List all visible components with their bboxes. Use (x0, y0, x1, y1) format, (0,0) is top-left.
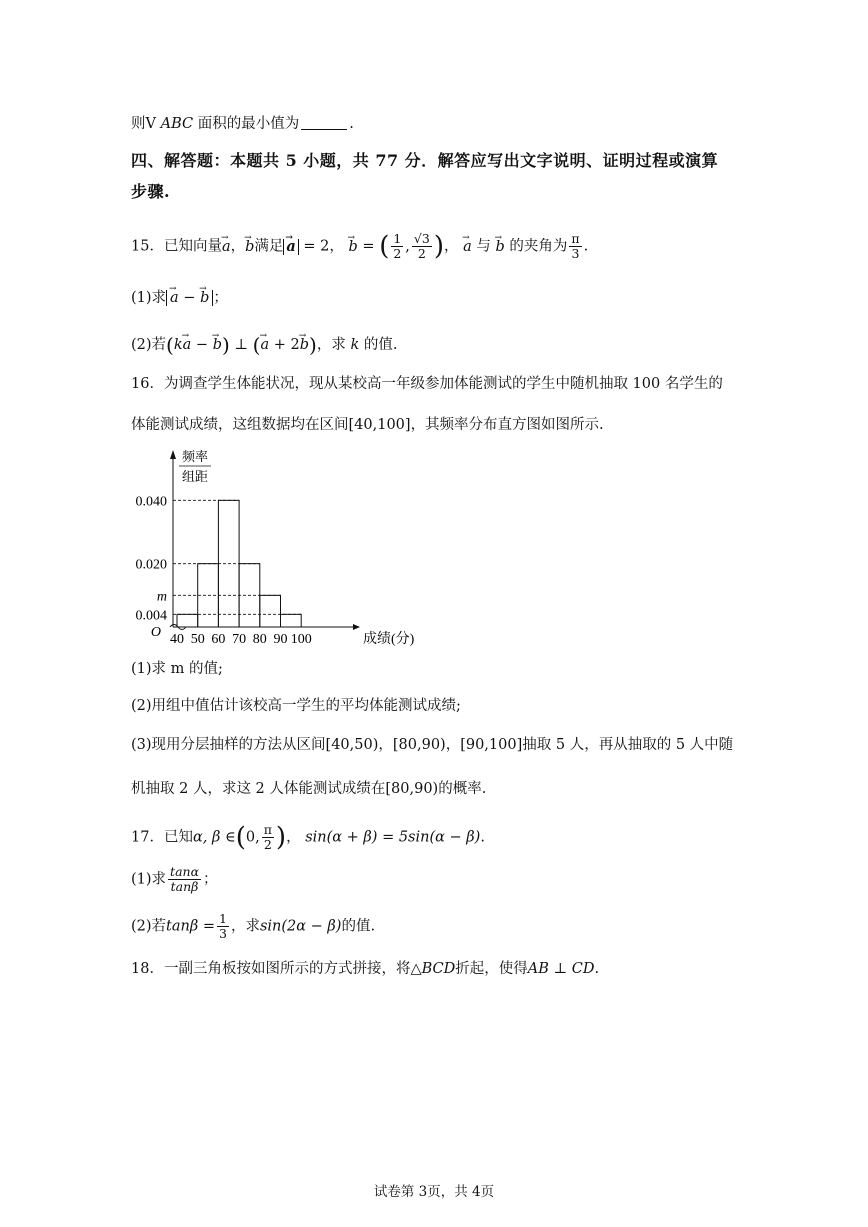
y-tick-label-0: 0.040 (135, 494, 167, 510)
answer-blank (301, 115, 347, 130)
y-tick-label-2: m (156, 589, 167, 605)
x-tick-label-3: 70 (232, 632, 247, 647)
section-title-line1: 四、解答题：本题共 5 小题，共 77 分．解答应写出文字说明、证明过程或演算 (131, 151, 719, 170)
q16-part2: (2)用组中值估计该校高一学生的平均体能测试成绩; (131, 698, 461, 714)
q17-part2: (2)若tanβ = $\frac{1}{3}$ ，求sin(2α − β)的值. (131, 911, 376, 941)
q17-part1: (1)求 $\frac{\tan\alpha}{\tan\beta}$ ； (131, 864, 218, 894)
histogram-bar-5 (281, 614, 302, 627)
y-axis-label-top: 频率 (181, 449, 209, 464)
x-tick-label-6: 100 (290, 632, 312, 647)
q18-stem: 18．一副三角板按如图所示的方式拼接，将△BCD折起，使得AB ⊥ CD. (131, 961, 600, 977)
q16-part1: (1)求 m 的值; (131, 661, 223, 677)
x-tick-label-4: 80 (252, 632, 267, 647)
section-title-line2: 步骤. (131, 182, 171, 201)
x-tick-label-5: 90 (273, 632, 288, 647)
x-tick-label-0: 40 (170, 632, 184, 647)
q16-stem-line1: 16．为调查学生体能状况，现从某校高一年级参加体能测试的学生中随机抽取 100 名学生的 (131, 376, 723, 392)
page-footer: 试卷第 3页，共 4页 (373, 1184, 495, 1200)
q15-part1: (1)求→ a − → b ； (131, 287, 228, 309)
origin-label: O (150, 625, 161, 640)
x-axis-label: 成绩(分) (363, 632, 415, 647)
x-tick-label-2: 60 (211, 632, 226, 647)
y-tick-label-1: 0.020 (135, 557, 167, 573)
q15-part2: (2)若(k→ a − → b) ⊥ (→ a + 2→ b)，求 k 的值. (131, 334, 397, 356)
q17-stem: 17．已知α, β ∈(0, $\frac{\pi}{2}$ )， sin(α + β) = 5sin(α − β). (131, 822, 485, 853)
frequency-histogram (125, 445, 415, 650)
x-axis-arrow (353, 624, 360, 630)
q16-part3-line2: 机抽取 2 人，求这 2 人体能测试成绩在[80,90)的概率. (131, 781, 487, 797)
histogram-bar-4 (260, 595, 281, 627)
q15-stem: 15．已知向量→ a，→ b满足→ a = 2， → b = ( $\frac{1}{2}$ , $\frac{√3}{2}$ )， → a 与 → b 的夹角为 $\frac{\pi}{3}$ . (131, 232, 588, 261)
histogram-bar-0 (177, 614, 198, 627)
q16-stem-line2: 体能测试成绩，这组数据均在区间[40,100]，其频率分布直方图如图所示. (131, 417, 604, 433)
q16-part3-line1: (3)现用分层抽样的方法从区间[40,50)，[80,90)，[90,100]抽取 5 人，再从抽取的 5 人中随 (131, 737, 734, 753)
y-axis-arrow (170, 450, 176, 459)
y-axis-label-bottom: 组距 (181, 469, 209, 484)
q14-tail: 则V ABC 面积的最小值为 . (131, 116, 354, 132)
x-tick-label-1: 50 (190, 632, 205, 647)
y-tick-label-3: 0.004 (135, 608, 167, 624)
